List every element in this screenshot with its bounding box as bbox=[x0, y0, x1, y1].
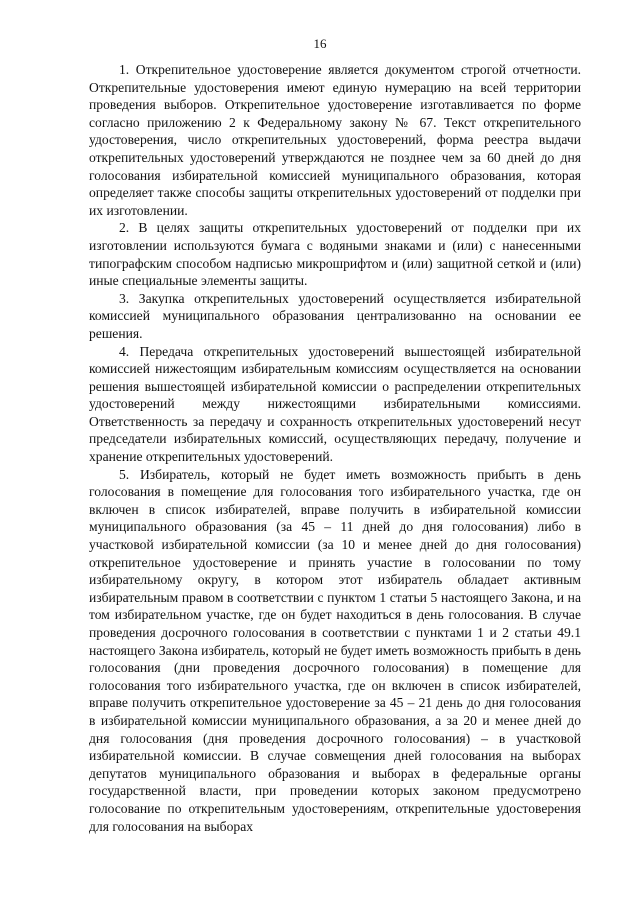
body-text bbox=[89, 61, 581, 835]
paragraph-1: 1. Открепительное удостоверение является документом строгой отчетности. Открепительные удостоверения имеют единую нумерацию на всей территории проведения выборов. Открепительное удостоверение изготавливается по форме согласно приложению 2 к Федеральному закону № 67. Текст открепительного удостоверения, число открепительных удостоверений, форма реестра выдачи открепительных удостоверений утверждаются не позднее чем за 60 дней до дня голосования избирательной комиссией муниципального образования, которая определяет также способы защиты открепительных удостоверений от подделки при их изготовлении. bbox=[89, 62, 581, 218]
paragraph-4: 4. Передача открепительных удостоверений вышестоящей избирательной комиссией нижестоящим избирательным комиссиям осуществляется на основании решения вышестоящей избирательной комиссии о распределении открепительных удостоверений между нижестоящими избирательными комиссиями. Ответственность за передачу и сохранность открепительных удостоверений несут председатели избирательных комиссий, осуществляющих передачу, получение и хранение открепительных удостоверений. bbox=[89, 343, 581, 465]
paragraph-3: 3. Закупка открепительных удостоверений осуществляется избирательной комиссией муниципального образования централизованно на основании ее решения. bbox=[89, 290, 581, 341]
paragraph-2: 2. В целях защиты открепительных удостоверений от подделки при их изготовлении используются бумага с водяными знаками и (или) с нанесенными типографским способом надписью микрошрифтом и (или) защитной сеткой и (или) иные специальные элементы защиты. bbox=[89, 220, 581, 289]
page-number: 16 bbox=[313, 36, 327, 51]
paragraph-5: 5. Избиратель, который не будет иметь возможность прибыть в день голосования в помещение для голосования того избирательного участка, где он включен в список избирателей, вправе получить в избирательной комиссии муниципального образования (за 45 – 11 дней до дня голосования) либо в участковой избирательной комиссии (за 10 и менее дней до дня голосования) открепительное удостоверение и принять участие в голосовании по тому избирательному округу, в котором этот избиратель обладает активным избирательным правом в соответствии с пунктом 1 статьи 5 настоящего Закона, и на том избирательном участке, где он будет находиться в день голосования. В случае проведения досрочного голосования в соответствии с пунктами 1 и 2 статьи 49.1 настоящего Закона избиратель, который не будет иметь возможность прибыть в день голосования (дни проведения досрочного голосования) в помещение для голосования того избирательного участка, где он включен в список избирателей, вправе получить открепительное удостоверение за 45 – 21 день до дня голосования в избирательной комиссии муниципального образования, а за 20 и менее дней до дня голосования (дня проведения досрочного голосования) – в участковой избирательной комиссии. В случае совмещения дней голосования на выборах депутатов муниципального образования и выборах в федеральные органы государственной власти, при проведении которых законом предусмотрено голосование по открепительным удостоверениям, открепительные удостоверения для голосования на выборах bbox=[89, 466, 581, 834]
